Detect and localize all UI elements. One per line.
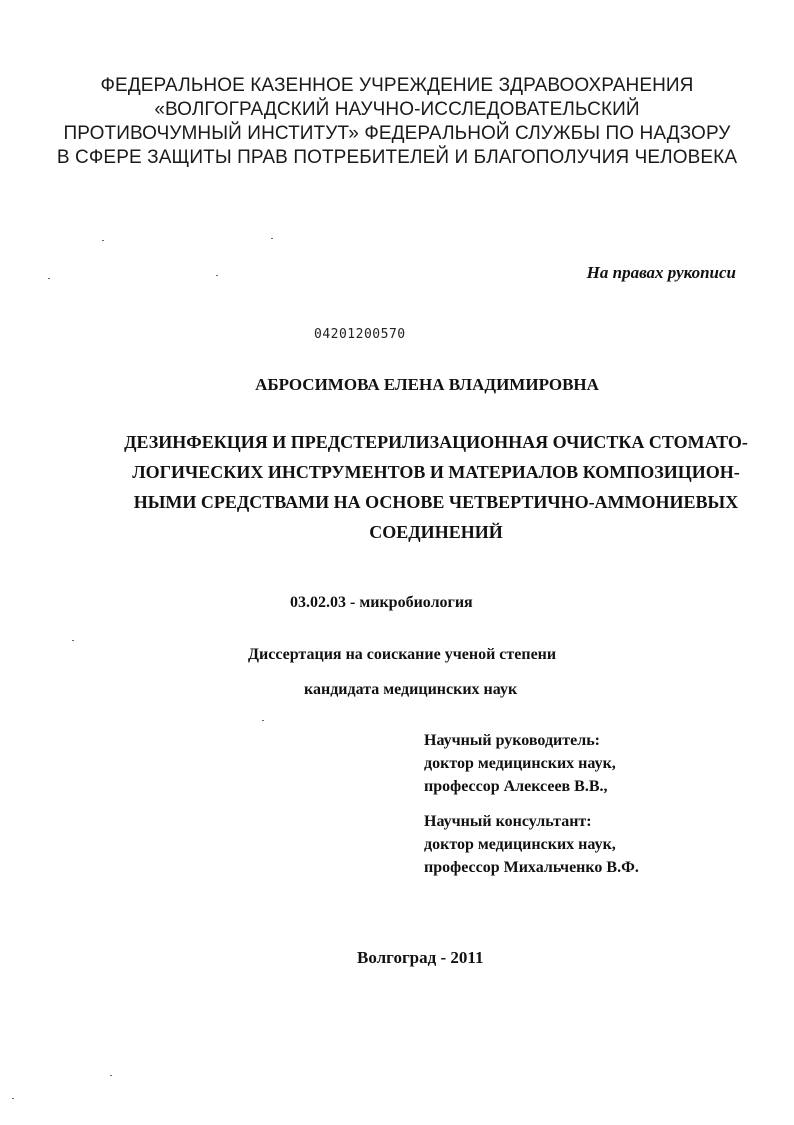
consultant-role: Научный консультант: xyxy=(424,813,592,830)
institution-line: ПРОТИВОЧУМНЫЙ ИНСТИТУТ» ФЕДЕРАЛЬНОЙ СЛУЖБЫ ПО НАДЗОРУ xyxy=(63,123,731,144)
supervisor-role: Научный руководитель: xyxy=(424,732,600,749)
scan-speck xyxy=(216,275,218,276)
scan-speck xyxy=(48,278,50,279)
consultant-degree: доктор медицинских наук, xyxy=(424,836,616,853)
scan-speck xyxy=(72,640,74,641)
institution-line: «ВОЛГОГРАДСКИЙ НАУЧНО-ИССЛЕДОВАТЕЛЬСКИЙ xyxy=(154,99,640,120)
dissertation-line-1: Диссертация на соискание ученой степени xyxy=(248,646,557,663)
dissertation-line-2: кандидата медицинских наук xyxy=(304,681,518,698)
supervisors-block xyxy=(424,729,639,879)
institution-line: В СФЕРЕ ЗАЩИТЫ ПРАВ ПОТРЕБИТЕЛЕЙ И БЛАГОПОЛУЧИЯ ЧЕЛОВЕКА xyxy=(56,147,738,168)
scan-speck xyxy=(12,1098,14,1099)
title-line: ЛОГИЧЕСКИХ ИНСТРУМЕНТОВ И МАТЕРИАЛОВ КОМПОЗИЦИОН- xyxy=(132,462,740,482)
supervisor-name: профессор Алексеев В.В., xyxy=(424,778,608,795)
scan-speck xyxy=(271,238,273,239)
supervisor-degree: доктор медицинских наук, xyxy=(424,755,616,772)
consultant-name: профессор Михальченко В.Ф. xyxy=(424,859,639,876)
title-line: ДЕЗИНФЕКЦИЯ И ПРЕДСТЕРИЛИЗАЦИОННАЯ ОЧИСТКА СТОМАТО- xyxy=(124,432,748,452)
title-line: НЫМИ СРЕДСТВАМИ НА ОСНОВЕ ЧЕТВЕРТИЧНО-АММОНИЕВЫХ xyxy=(133,492,739,512)
scan-speck xyxy=(110,1075,112,1076)
scan-speck xyxy=(102,240,104,241)
city-year: Волгоград - 2011 xyxy=(357,948,484,967)
author-name: АБРОСИМОВА ЕЛЕНА ВЛАДИМИРОВНА xyxy=(255,375,599,394)
thesis-title xyxy=(104,427,768,547)
scan-speck xyxy=(262,720,264,721)
rights-note: На правах рукописи xyxy=(586,263,736,282)
spacer xyxy=(424,798,639,810)
institution-header xyxy=(0,74,794,170)
institution-line: ФЕДЕРАЛЬНОЕ КАЗЕННОЕ УЧРЕЖДЕНИЕ ЗДРАВООХРАНЕНИЯ xyxy=(100,75,694,96)
specialty-code: 03.02.03 - микробиология xyxy=(290,594,473,611)
registration-number: 04201200570 xyxy=(314,327,406,342)
title-line: СОЕДИНЕНИЙ xyxy=(369,522,503,542)
